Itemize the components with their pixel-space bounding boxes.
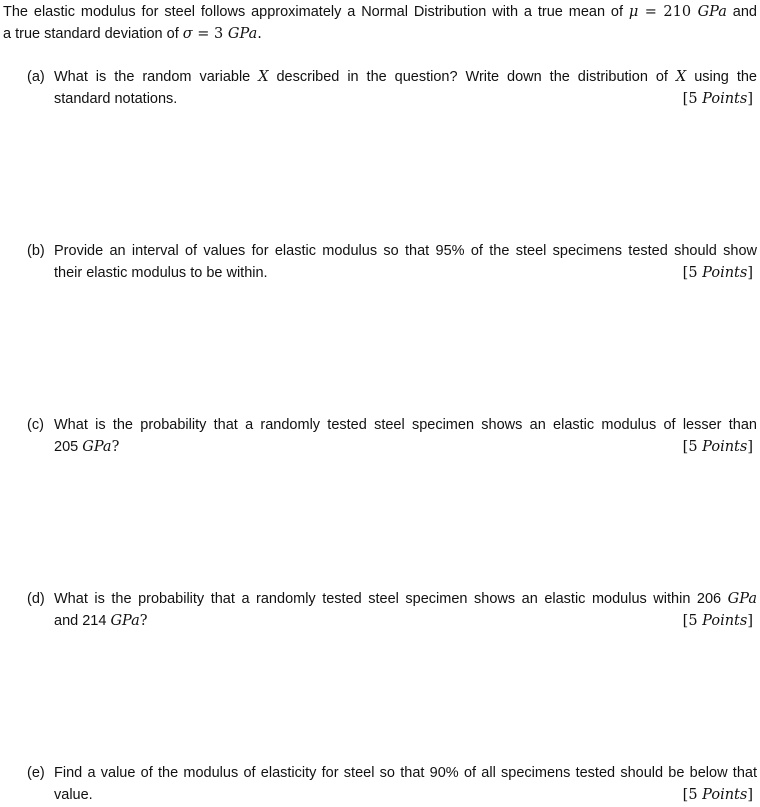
question-label: (c) xyxy=(27,417,44,433)
question-e xyxy=(27,762,757,806)
value: 205 xyxy=(54,439,83,455)
points-label: [5 Points] xyxy=(682,265,753,281)
question-text: value. xyxy=(54,787,93,803)
question-text: using the xyxy=(686,69,757,85)
question-text: What is the probability that a randomly tested steel specimen shows an elastic modulus within 206 xyxy=(54,591,728,607)
problem-statement xyxy=(3,1,757,45)
question-text: What is the random variable xyxy=(54,69,259,85)
question-label: (e) xyxy=(27,765,45,781)
sigma-symbol: σ xyxy=(182,26,193,42)
points-label: [5 Points] xyxy=(682,787,753,803)
intro-text-2: a true standard deviation of xyxy=(3,26,183,42)
variable-x: X xyxy=(675,69,687,85)
question-line-1: Find a value of the modulus of elasticity for steel so that 90% of all specimens tested should be below that xyxy=(54,765,757,781)
question-a xyxy=(27,66,757,110)
mean-value: = 210 xyxy=(638,4,698,20)
question-text: and 214 xyxy=(54,613,111,629)
intro-line-1 xyxy=(3,1,757,23)
unit-gpa: GPa xyxy=(227,26,258,42)
intro-text: The elastic modulus for steel follows approximately a Normal Distribution with a true mean of xyxy=(3,4,629,20)
unit-gpa: GPa xyxy=(110,613,140,629)
question-line-2 xyxy=(54,262,757,284)
question-line-1: What is the probability that a randomly tested steel specimen shows an elastic modulus of lesser than xyxy=(54,417,757,433)
unit-gpa: GPa xyxy=(727,591,757,607)
points-label: [5 Points] xyxy=(682,91,753,107)
mu-symbol: μ xyxy=(628,4,639,20)
intro-line-2 xyxy=(3,26,262,42)
points-label: [5 Points] xyxy=(682,439,753,455)
question-b xyxy=(27,240,757,284)
question-label: (d) xyxy=(27,591,45,607)
question-text: described in the question? Write down the distribution of xyxy=(268,69,676,85)
question-mark: ? xyxy=(111,439,120,455)
question-label: (b) xyxy=(27,243,45,259)
question-label: (a) xyxy=(27,69,45,85)
question-line-1 xyxy=(54,66,757,88)
unit-gpa: GPa xyxy=(82,439,112,455)
question-text: their elastic modulus to be within. xyxy=(54,265,268,281)
question-line-2 xyxy=(54,784,757,806)
points-label: [5 Points] xyxy=(682,613,753,629)
question-text: standard notations. xyxy=(54,91,178,107)
question-line-2 xyxy=(54,610,757,632)
unit-gpa: GPa xyxy=(697,4,727,20)
variable-x: X xyxy=(258,69,269,85)
intro-text-and: and xyxy=(726,4,757,20)
question-line-2 xyxy=(54,436,757,458)
question-d xyxy=(27,588,757,632)
question-line-2 xyxy=(54,88,757,110)
question-line-1: Provide an interval of values for elastic modulus so that 95% of the steel specimens tested should show xyxy=(54,243,757,259)
question-c xyxy=(27,414,757,458)
question-mark: ? xyxy=(139,613,148,629)
question-line-1 xyxy=(54,588,757,610)
period: . xyxy=(257,26,262,42)
sd-value: = 3 xyxy=(192,26,228,42)
